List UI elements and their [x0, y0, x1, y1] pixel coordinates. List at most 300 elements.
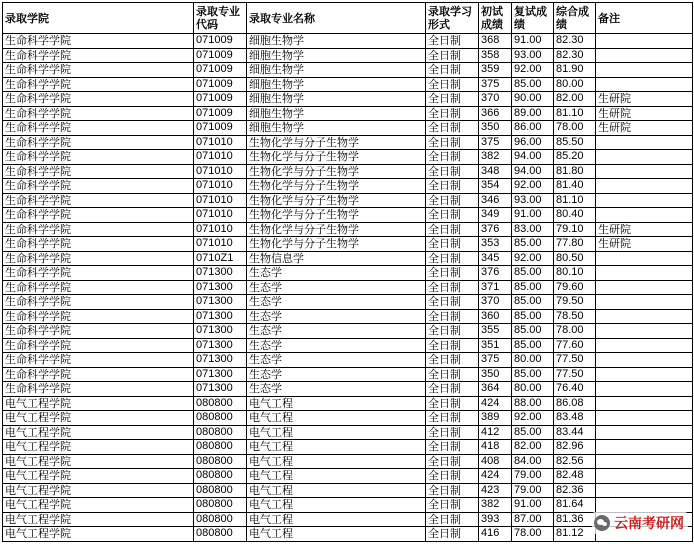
cell-major-code: 080800	[194, 512, 247, 527]
cell-remarks: 生研院	[596, 237, 693, 252]
cell-total-score: 80.40	[554, 208, 596, 223]
cell-remarks	[596, 135, 693, 150]
cell-initial-score: 350	[479, 367, 512, 382]
cell-college: 电气工程学院	[3, 425, 194, 440]
cell-retest-score: 80.00	[512, 353, 554, 368]
cell-major-name: 生态学	[247, 309, 426, 324]
cell-initial-score: 368	[479, 34, 512, 49]
cell-retest-score: 94.00	[512, 150, 554, 165]
cell-study-mode: 全日制	[426, 222, 479, 237]
cell-major-code: 071009	[194, 106, 247, 121]
cell-college: 生命科学学院	[3, 150, 194, 165]
cell-study-mode: 全日制	[426, 280, 479, 295]
cell-major-code: 080800	[194, 396, 247, 411]
header-college: 录取学院	[3, 3, 194, 34]
cell-major-name: 电气工程	[247, 498, 426, 513]
cell-initial-score: 418	[479, 440, 512, 455]
cell-study-mode: 全日制	[426, 309, 479, 324]
cell-remarks	[596, 34, 693, 49]
cell-initial-score: 423	[479, 483, 512, 498]
cell-initial-score: 355	[479, 324, 512, 339]
cell-major-name: 电气工程	[247, 512, 426, 527]
cell-major-name: 细胞生物学	[247, 121, 426, 136]
cell-major-code: 071300	[194, 324, 247, 339]
cell-college: 电气工程学院	[3, 527, 194, 542]
cell-major-code: 071010	[194, 164, 247, 179]
cell-study-mode: 全日制	[426, 469, 479, 484]
cell-major-code: 080800	[194, 498, 247, 513]
table-row	[3, 382, 693, 397]
cell-remarks	[596, 396, 693, 411]
cell-major-name: 生态学	[247, 382, 426, 397]
cell-study-mode: 全日制	[426, 237, 479, 252]
cell-study-mode: 全日制	[426, 208, 479, 223]
cell-remarks	[596, 63, 693, 78]
cell-major-code: 071010	[194, 150, 247, 165]
cell-major-name: 生物化学与分子生物学	[247, 208, 426, 223]
cell-total-score: 77.80	[554, 237, 596, 252]
cell-college: 电气工程学院	[3, 483, 194, 498]
cell-major-name: 细胞生物学	[247, 63, 426, 78]
table-row	[3, 353, 693, 368]
cell-college: 生命科学学院	[3, 338, 194, 353]
cell-major-code: 071300	[194, 309, 247, 324]
cell-college: 生命科学学院	[3, 266, 194, 281]
cell-retest-score: 85.00	[512, 237, 554, 252]
cell-college: 生命科学学院	[3, 77, 194, 92]
cell-major-name: 电气工程	[247, 411, 426, 426]
cell-total-score: 82.00	[554, 92, 596, 107]
cell-study-mode: 全日制	[426, 63, 479, 78]
table-row	[3, 367, 693, 382]
cell-total-score: 78.00	[554, 324, 596, 339]
table-row	[3, 295, 693, 310]
cell-retest-score: 83.00	[512, 222, 554, 237]
table-header-row	[3, 3, 693, 34]
cell-study-mode: 全日制	[426, 121, 479, 136]
cell-initial-score: 382	[479, 498, 512, 513]
cell-initial-score: 375	[479, 353, 512, 368]
cell-total-score: 80.10	[554, 266, 596, 281]
cell-initial-score: 364	[479, 382, 512, 397]
table-row	[3, 121, 693, 136]
cell-total-score: 82.56	[554, 454, 596, 469]
cell-initial-score: 412	[479, 425, 512, 440]
cell-major-code: 071009	[194, 92, 247, 107]
cell-study-mode: 全日制	[426, 483, 479, 498]
cell-remarks	[596, 309, 693, 324]
cell-college: 生命科学学院	[3, 92, 194, 107]
cell-study-mode: 全日制	[426, 106, 479, 121]
table-row	[3, 469, 693, 484]
cell-remarks	[596, 179, 693, 194]
header-major-code: 录取专业代码	[194, 3, 247, 34]
table-row	[3, 63, 693, 78]
cell-study-mode: 全日制	[426, 324, 479, 339]
table-row	[3, 411, 693, 426]
cell-total-score: 85.50	[554, 135, 596, 150]
cell-major-name: 生态学	[247, 280, 426, 295]
table-row	[3, 77, 693, 92]
cell-total-score: 86.08	[554, 396, 596, 411]
cell-remarks	[596, 382, 693, 397]
cell-retest-score: 90.00	[512, 92, 554, 107]
cell-study-mode: 全日制	[426, 425, 479, 440]
cell-study-mode: 全日制	[426, 34, 479, 49]
cell-total-score: 81.12	[554, 527, 596, 542]
cell-retest-score: 94.00	[512, 164, 554, 179]
cell-major-name: 生物化学与分子生物学	[247, 193, 426, 208]
admission-table-container	[2, 2, 693, 542]
cell-total-score: 82.30	[554, 48, 596, 63]
cell-initial-score: 346	[479, 193, 512, 208]
cell-total-score: 81.40	[554, 179, 596, 194]
cell-initial-score: 360	[479, 309, 512, 324]
cell-major-name: 生物化学与分子生物学	[247, 135, 426, 150]
cell-major-code: 071010	[194, 193, 247, 208]
cell-initial-score: 416	[479, 527, 512, 542]
cell-initial-score: 351	[479, 338, 512, 353]
cell-major-name: 生态学	[247, 324, 426, 339]
table-row	[3, 324, 693, 339]
cell-remarks	[596, 48, 693, 63]
cell-college: 生命科学学院	[3, 237, 194, 252]
table-row	[3, 48, 693, 63]
cell-major-name: 细胞生物学	[247, 34, 426, 49]
table-row	[3, 440, 693, 455]
cell-initial-score: 366	[479, 106, 512, 121]
cell-college: 电气工程学院	[3, 498, 194, 513]
cell-remarks	[596, 324, 693, 339]
cell-remarks	[596, 367, 693, 382]
cell-retest-score: 92.00	[512, 63, 554, 78]
cell-college: 生命科学学院	[3, 222, 194, 237]
cell-remarks	[596, 280, 693, 295]
cell-initial-score: 370	[479, 92, 512, 107]
cell-study-mode: 全日制	[426, 498, 479, 513]
cell-total-score: 82.36	[554, 483, 596, 498]
table-row	[3, 425, 693, 440]
cell-initial-score: 376	[479, 222, 512, 237]
cell-initial-score: 345	[479, 251, 512, 266]
cell-remarks	[596, 469, 693, 484]
cell-initial-score: 375	[479, 77, 512, 92]
cell-remarks	[596, 411, 693, 426]
cell-college: 电气工程学院	[3, 454, 194, 469]
cell-total-score: 80.50	[554, 251, 596, 266]
cell-major-code: 071300	[194, 280, 247, 295]
cell-retest-score: 80.00	[512, 382, 554, 397]
cell-total-score: 77.50	[554, 367, 596, 382]
cell-retest-score: 87.00	[512, 512, 554, 527]
cell-remarks	[596, 77, 693, 92]
cell-initial-score: 348	[479, 164, 512, 179]
cell-remarks: 生研院	[596, 222, 693, 237]
cell-initial-score: 424	[479, 396, 512, 411]
cell-initial-score: 376	[479, 266, 512, 281]
cell-study-mode: 全日制	[426, 193, 479, 208]
cell-major-name: 细胞生物学	[247, 48, 426, 63]
table-body	[3, 34, 693, 542]
cell-major-code: 071009	[194, 77, 247, 92]
cell-college: 生命科学学院	[3, 193, 194, 208]
cell-study-mode: 全日制	[426, 48, 479, 63]
cell-major-name: 生态学	[247, 367, 426, 382]
cell-major-name: 电气工程	[247, 483, 426, 498]
header-initial-score: 初试成绩	[479, 3, 512, 34]
cell-retest-score: 85.00	[512, 280, 554, 295]
cell-total-score: 81.80	[554, 164, 596, 179]
table-row	[3, 193, 693, 208]
cell-retest-score: 92.00	[512, 251, 554, 266]
cell-major-name: 生物化学与分子生物学	[247, 164, 426, 179]
table-row	[3, 237, 693, 252]
cell-retest-score: 85.00	[512, 266, 554, 281]
cell-remarks	[596, 251, 693, 266]
cell-remarks	[596, 208, 693, 223]
cell-college: 生命科学学院	[3, 295, 194, 310]
cell-total-score: 77.50	[554, 353, 596, 368]
cell-total-score: 78.00	[554, 121, 596, 136]
cell-study-mode: 全日制	[426, 454, 479, 469]
cell-study-mode: 全日制	[426, 411, 479, 426]
cell-major-name: 电气工程	[247, 527, 426, 542]
cell-study-mode: 全日制	[426, 150, 479, 165]
cell-initial-score: 358	[479, 48, 512, 63]
cell-major-name: 电气工程	[247, 469, 426, 484]
cell-initial-score: 408	[479, 454, 512, 469]
cell-major-name: 生态学	[247, 295, 426, 310]
cell-total-score: 83.48	[554, 411, 596, 426]
cell-total-score: 81.10	[554, 193, 596, 208]
cell-retest-score: 89.00	[512, 106, 554, 121]
table-row	[3, 135, 693, 150]
cell-study-mode: 全日制	[426, 338, 479, 353]
cell-major-code: 080800	[194, 425, 247, 440]
cell-total-score: 81.36	[554, 512, 596, 527]
cell-college: 电气工程学院	[3, 440, 194, 455]
table-row	[3, 106, 693, 121]
cell-major-code: 071010	[194, 135, 247, 150]
cell-retest-score: 91.00	[512, 498, 554, 513]
table-row	[3, 280, 693, 295]
cell-remarks	[596, 150, 693, 165]
cell-retest-score: 92.00	[512, 179, 554, 194]
cell-retest-score: 92.00	[512, 411, 554, 426]
cell-major-code: 080800	[194, 469, 247, 484]
wechat-icon	[594, 515, 610, 531]
cell-total-score: 80.00	[554, 77, 596, 92]
cell-study-mode: 全日制	[426, 527, 479, 542]
table-row	[3, 92, 693, 107]
cell-study-mode: 全日制	[426, 295, 479, 310]
cell-study-mode: 全日制	[426, 440, 479, 455]
cell-total-score: 78.50	[554, 309, 596, 324]
table-row	[3, 309, 693, 324]
cell-major-name: 生物化学与分子生物学	[247, 237, 426, 252]
cell-college: 生命科学学院	[3, 280, 194, 295]
cell-college: 生命科学学院	[3, 309, 194, 324]
cell-major-code: 071010	[194, 208, 247, 223]
cell-retest-score: 91.00	[512, 34, 554, 49]
cell-college: 生命科学学院	[3, 135, 194, 150]
cell-initial-score: 350	[479, 121, 512, 136]
cell-initial-score: 371	[479, 280, 512, 295]
cell-major-code: 071300	[194, 338, 247, 353]
cell-retest-score: 85.00	[512, 367, 554, 382]
cell-retest-score: 91.00	[512, 208, 554, 223]
cell-remarks: 生研院	[596, 92, 693, 107]
cell-initial-score: 349	[479, 208, 512, 223]
cell-college: 生命科学学院	[3, 164, 194, 179]
cell-major-name: 生物化学与分子生物学	[247, 150, 426, 165]
cell-total-score: 82.30	[554, 34, 596, 49]
table-row	[3, 266, 693, 281]
cell-major-code: 080800	[194, 454, 247, 469]
cell-study-mode: 全日制	[426, 251, 479, 266]
cell-major-name: 电气工程	[247, 396, 426, 411]
cell-major-code: 071300	[194, 382, 247, 397]
cell-study-mode: 全日制	[426, 353, 479, 368]
table-row	[3, 150, 693, 165]
cell-study-mode: 全日制	[426, 396, 479, 411]
cell-initial-score: 393	[479, 512, 512, 527]
cell-retest-score: 85.00	[512, 77, 554, 92]
cell-major-code: 071009	[194, 34, 247, 49]
watermark-text: 云南考研网	[614, 516, 684, 532]
cell-major-name: 细胞生物学	[247, 77, 426, 92]
cell-retest-score: 85.00	[512, 309, 554, 324]
table-row	[3, 208, 693, 223]
cell-college: 电气工程学院	[3, 411, 194, 426]
table-row	[3, 222, 693, 237]
cell-major-code: 071010	[194, 179, 247, 194]
cell-remarks	[596, 266, 693, 281]
cell-remarks	[596, 498, 693, 513]
cell-retest-score: 93.00	[512, 193, 554, 208]
cell-total-score: 81.10	[554, 106, 596, 121]
cell-major-code: 071010	[194, 222, 247, 237]
cell-initial-score: 353	[479, 237, 512, 252]
cell-initial-score: 389	[479, 411, 512, 426]
cell-major-name: 生态学	[247, 266, 426, 281]
cell-retest-score: 88.00	[512, 396, 554, 411]
cell-retest-score: 96.00	[512, 135, 554, 150]
cell-major-name: 细胞生物学	[247, 106, 426, 121]
cell-college: 生命科学学院	[3, 324, 194, 339]
cell-major-code: 071300	[194, 353, 247, 368]
cell-college: 生命科学学院	[3, 382, 194, 397]
cell-total-score: 79.10	[554, 222, 596, 237]
cell-major-code: 080800	[194, 411, 247, 426]
cell-study-mode: 全日制	[426, 179, 479, 194]
table-row	[3, 251, 693, 266]
cell-major-name: 生物化学与分子生物学	[247, 179, 426, 194]
cell-college: 生命科学学院	[3, 48, 194, 63]
cell-major-name: 生物信息学	[247, 251, 426, 266]
cell-college: 生命科学学院	[3, 251, 194, 266]
cell-remarks	[596, 483, 693, 498]
cell-remarks	[596, 193, 693, 208]
cell-remarks	[596, 454, 693, 469]
cell-major-code: 080800	[194, 440, 247, 455]
cell-major-name: 生态学	[247, 338, 426, 353]
cell-remarks	[596, 353, 693, 368]
cell-study-mode: 全日制	[426, 77, 479, 92]
cell-major-name: 电气工程	[247, 425, 426, 440]
cell-total-score: 81.64	[554, 498, 596, 513]
header-total-score: 综合成绩	[554, 3, 596, 34]
cell-total-score: 83.44	[554, 425, 596, 440]
cell-retest-score: 93.00	[512, 48, 554, 63]
cell-total-score: 81.90	[554, 63, 596, 78]
cell-remarks	[596, 164, 693, 179]
table-row	[3, 179, 693, 194]
table-row	[3, 512, 693, 527]
header-remarks: 备注	[596, 3, 693, 34]
cell-study-mode: 全日制	[426, 367, 479, 382]
cell-total-score: 79.60	[554, 280, 596, 295]
cell-remarks	[596, 425, 693, 440]
cell-initial-score: 359	[479, 63, 512, 78]
cell-initial-score: 375	[479, 135, 512, 150]
header-study-mode: 录取学习形式	[426, 3, 479, 34]
cell-retest-score: 79.00	[512, 483, 554, 498]
cell-college: 生命科学学院	[3, 353, 194, 368]
cell-retest-score: 85.00	[512, 338, 554, 353]
cell-remarks: 生研院	[596, 121, 693, 136]
watermark	[592, 512, 688, 534]
cell-college: 生命科学学院	[3, 208, 194, 223]
cell-major-name: 生物化学与分子生物学	[247, 222, 426, 237]
cell-total-score: 82.96	[554, 440, 596, 455]
cell-major-code: 080800	[194, 527, 247, 542]
header-major-name: 录取专业名称	[247, 3, 426, 34]
table-row	[3, 164, 693, 179]
table-row	[3, 483, 693, 498]
cell-retest-score: 78.00	[512, 527, 554, 542]
cell-major-code: 0710Z1	[194, 251, 247, 266]
table-row	[3, 498, 693, 513]
cell-college: 生命科学学院	[3, 106, 194, 121]
admission-table	[2, 2, 693, 542]
cell-major-code: 071009	[194, 63, 247, 78]
cell-study-mode: 全日制	[426, 266, 479, 281]
cell-major-code: 080800	[194, 483, 247, 498]
cell-retest-score: 85.00	[512, 295, 554, 310]
cell-remarks	[596, 338, 693, 353]
table-row	[3, 454, 693, 469]
cell-college: 电气工程学院	[3, 512, 194, 527]
cell-retest-score: 82.00	[512, 440, 554, 455]
table-row	[3, 396, 693, 411]
cell-retest-score: 85.00	[512, 425, 554, 440]
cell-college: 生命科学学院	[3, 63, 194, 78]
cell-remarks: 生研院	[596, 106, 693, 121]
cell-major-code: 071009	[194, 48, 247, 63]
table-row	[3, 34, 693, 49]
cell-college: 电气工程学院	[3, 396, 194, 411]
cell-major-name: 细胞生物学	[247, 92, 426, 107]
cell-major-name: 生态学	[247, 353, 426, 368]
cell-study-mode: 全日制	[426, 382, 479, 397]
header-retest-score: 复试成绩	[512, 3, 554, 34]
cell-major-code: 071300	[194, 266, 247, 281]
cell-initial-score: 424	[479, 469, 512, 484]
cell-retest-score: 86.00	[512, 121, 554, 136]
cell-remarks	[596, 440, 693, 455]
cell-total-score: 85.20	[554, 150, 596, 165]
